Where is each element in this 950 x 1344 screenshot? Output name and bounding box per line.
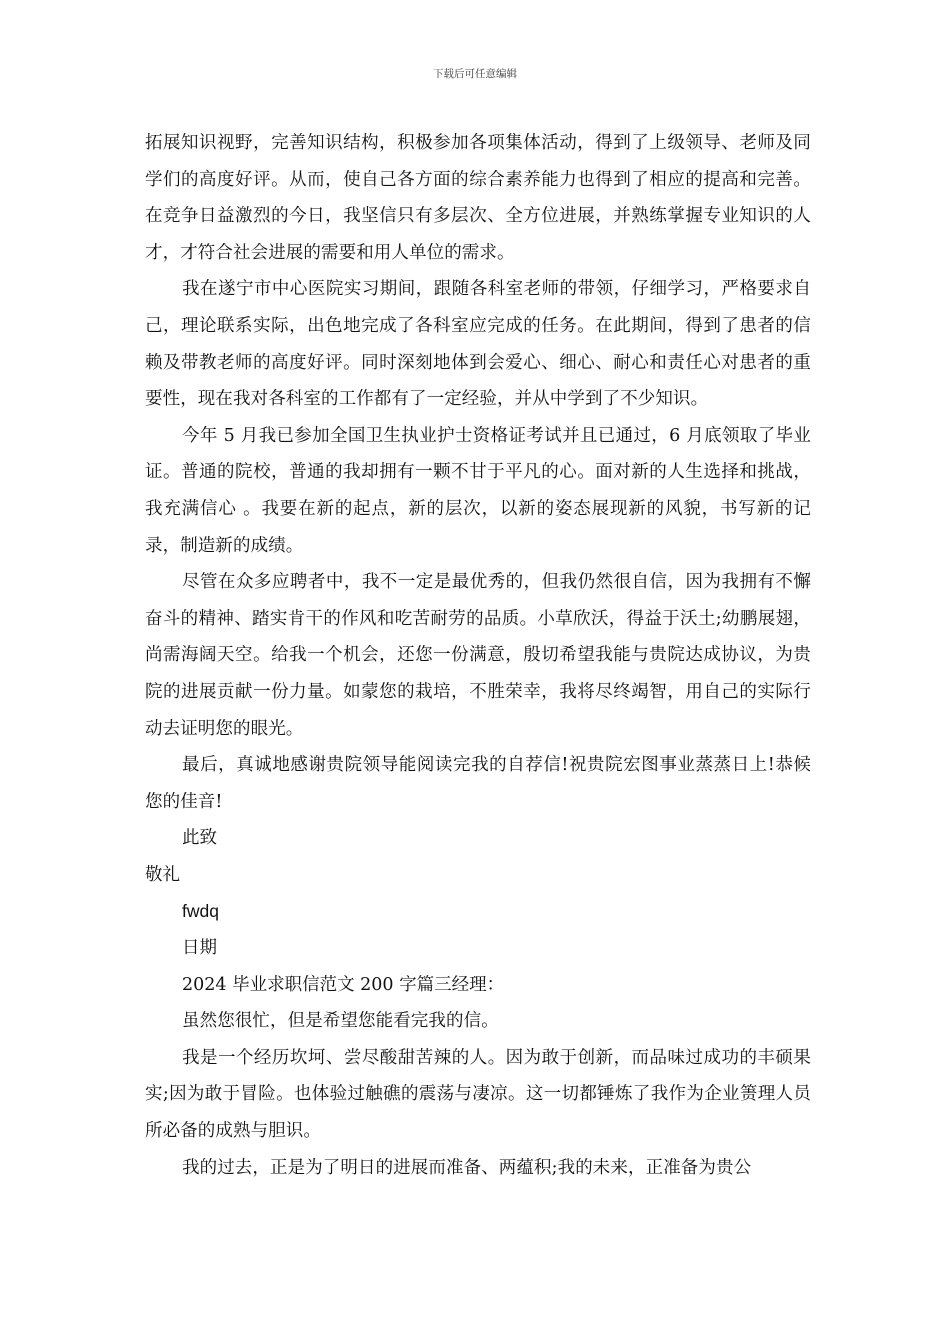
closing-salutation: 此致 bbox=[182, 828, 217, 849]
paragraph-5: 最后，真诚地感谢贵院领导能阅读完我的自荐信!祝贵院宏图事业蒸蒸日上!恭候您的佳音! bbox=[145, 755, 811, 812]
paragraph-4: 尽管在众多应聘者中，我不一定是最优秀的，但我仍然很自信，因为我拥有不懈奋斗的精神、踏实肯干的作风和吃苦耐劳的品质。小草欣沃，得益于沃土;幼鹏展翅，尚需海阔天空。给我一个机会，还您一份满意，殷切希望我能与贵院达成协议，为贵院的进展贡献一份力量。如蒙您的栽培，不胜荣幸，我将尽终竭智，用自己的实际行动去证明您的眼光。 bbox=[145, 572, 811, 739]
signature: fwdq bbox=[182, 901, 219, 922]
document-body bbox=[145, 125, 811, 1186]
date-label: 日期 bbox=[182, 938, 217, 959]
paragraph-8: 我的过去，正是为了明日的进展而准备、两蕴积;我的未来，正准备为贵公 bbox=[182, 1157, 752, 1178]
section-title: 2024 毕业求职信范文 200 字篇三经理： bbox=[182, 974, 505, 995]
closing-respect: 敬礼 bbox=[145, 864, 180, 885]
paragraph-1: 拓展知识视野，完善知识结构，积极参加各项集体活动，得到了上级领导、老师及同学们的高度好评。从而，使自己各方面的综合素养能力也得到了相应的提高和完善。在竞争日益激烈的今日，我坚信只有多层次、全方位进展，并熟练掌握专业知识的人才，才符合社会进展的需要和用人单位的需求。 bbox=[145, 133, 811, 263]
paragraph-7: 我是一个经历坎坷、尝尽酸甜苦辣的人。因为敢于创新，而品味过成功的丰硕果实;因为敢于冒险。也体验过触礁的震荡与凄凉。这一切都锤炼了我作为企业箦理人员所必备的成熟与胆识。 bbox=[145, 1047, 811, 1142]
page-header: 下载后可任意编辑 bbox=[433, 68, 517, 80]
paragraph-6: 虽然您很忙，但是希望您能看完我的信。 bbox=[182, 1011, 499, 1032]
paragraph-2: 我在遂宁市中心医院实习期间，跟随各科室老师的带领，仔细学习，严格要求自己，理论联系实际，出色地完成了各科室应完成的任务。在此期间，得到了患者的信赖及带教老师的高度好评。同时深刻地体到会爱心、细心、耐心和责任心对患者的重要性，现在我对各科室的工作都有了一定经验，并从中学到了不少知识。 bbox=[145, 279, 811, 410]
paragraph-3: 今年 5 月我已参加全国卫生执业护士资格证考试并且已通过，6 月底领取了毕业证。普通的院校，普通的我却拥有一颗不甘于平凡的心。面对新的人生选择和挑战，我充满信心 。我要在新的起点，新的层次，以新的姿态展现新的风貌，书写新的记录，制造新的成绩。 bbox=[145, 425, 811, 556]
